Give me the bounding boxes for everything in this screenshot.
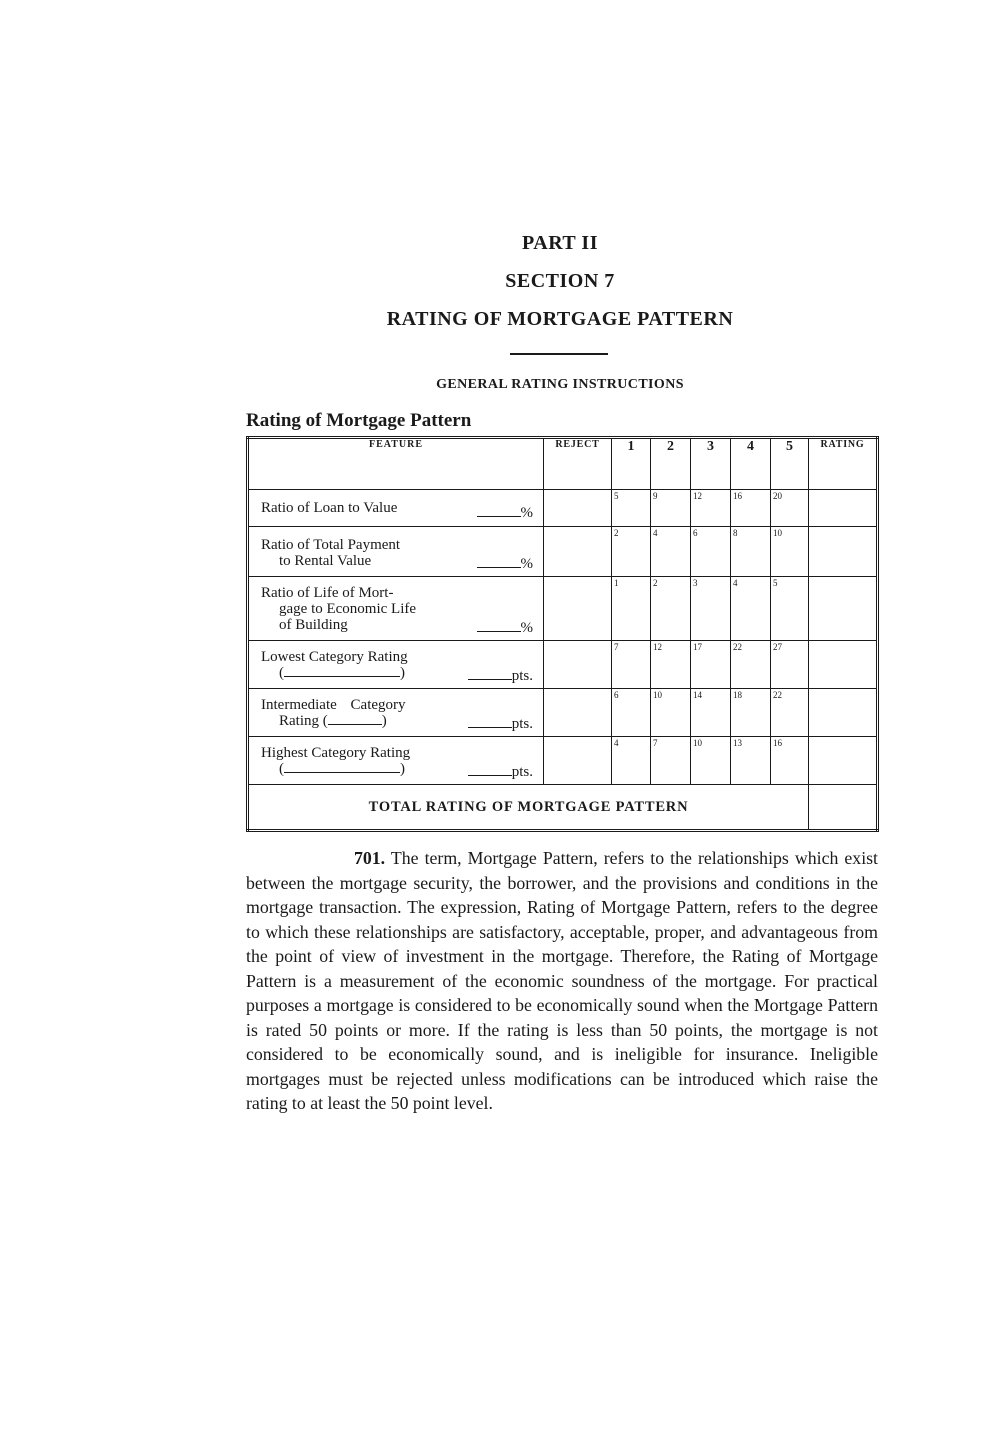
rating-cell[interactable] [809, 577, 878, 641]
value-blank[interactable] [477, 631, 521, 632]
total-rating-cell[interactable] [809, 785, 878, 831]
feature-line: gage to Economic Life [279, 601, 417, 617]
feature-line: of Building [279, 617, 348, 633]
points-blank[interactable] [468, 679, 512, 680]
feature-cell [248, 737, 544, 785]
score-cell[interactable]: 2 [612, 527, 651, 577]
body-paragraph [246, 846, 878, 1116]
score-cell[interactable]: 18 [731, 689, 771, 737]
rating-cell[interactable] [809, 527, 878, 577]
table-header-row [248, 438, 878, 490]
score-cell[interactable]: 10 [651, 689, 691, 737]
feature-line: Intermediate Category [261, 697, 406, 713]
general-instructions-heading: GENERAL RATING INSTRUCTIONS [436, 377, 684, 392]
section-heading: SECTION 7 [505, 270, 615, 292]
rating-cell[interactable] [809, 689, 878, 737]
score-cell[interactable]: 4 [731, 577, 771, 641]
paren-open: ( [279, 665, 284, 681]
reject-cell[interactable] [544, 490, 612, 527]
score-cell[interactable]: 16 [771, 737, 809, 785]
score-cell[interactable]: 1 [612, 577, 651, 641]
score-cell[interactable]: 5 [771, 577, 809, 641]
total-row [248, 785, 878, 831]
score-cell[interactable]: 3 [691, 577, 731, 641]
page-title: RATING OF MORTGAGE PATTERN [386, 308, 734, 330]
score-cell[interactable]: 22 [731, 641, 771, 689]
score-cell[interactable]: 16 [731, 490, 771, 527]
paren-open: ( [279, 761, 284, 777]
unit-label: pts. [511, 716, 533, 732]
feature-cell [248, 490, 544, 527]
score-cell[interactable]: 22 [771, 689, 809, 737]
header-5: 5 [771, 438, 809, 490]
total-label: TOTAL RATING OF MORTGAGE PATTERN [248, 785, 809, 831]
paren-close: ) [381, 713, 387, 729]
reject-cell[interactable] [544, 737, 612, 785]
rating-table [246, 436, 879, 832]
table-row [248, 737, 878, 785]
paren-close: ) [400, 665, 405, 681]
score-cell[interactable]: 27 [771, 641, 809, 689]
table-title: Rating of Mortgage Pattern [246, 410, 472, 431]
header-reject: REJECT [544, 438, 612, 490]
table-row [248, 689, 878, 737]
header-2: 2 [651, 438, 691, 490]
reject-cell[interactable] [544, 689, 612, 737]
unit-label: % [520, 620, 533, 636]
table-row [248, 577, 878, 641]
header-3: 3 [691, 438, 731, 490]
feature-line: Lowest Category Rating [261, 649, 408, 665]
score-cell[interactable]: 4 [612, 737, 651, 785]
unit-label: % [520, 505, 533, 521]
feature-line: Ratio of Total Payment [261, 537, 401, 553]
score-cell[interactable]: 10 [771, 527, 809, 577]
unit-label: pts. [511, 668, 533, 684]
score-cell[interactable]: 17 [691, 641, 731, 689]
value-blank[interactable] [477, 567, 521, 568]
score-cell[interactable]: 8 [731, 527, 771, 577]
table-row [248, 490, 878, 527]
value-blank[interactable] [477, 516, 521, 517]
score-cell[interactable]: 14 [691, 689, 731, 737]
reject-cell[interactable] [544, 527, 612, 577]
category-blank[interactable] [284, 676, 400, 677]
paragraph-number: 701. [354, 848, 386, 868]
rating-prefix: Rating ( [279, 713, 328, 729]
score-cell[interactable]: 6 [612, 689, 651, 737]
category-blank[interactable] [328, 724, 382, 725]
score-cell[interactable]: 4 [651, 527, 691, 577]
reject-cell[interactable] [544, 641, 612, 689]
header-feature: FEATURE [248, 438, 544, 490]
feature-line: Highest Category Rating [261, 745, 411, 761]
category-blank[interactable] [284, 772, 400, 773]
feature-cell [248, 641, 544, 689]
score-cell[interactable]: 5 [612, 490, 651, 527]
points-blank[interactable] [468, 727, 512, 728]
feature-line: Ratio of Life of Mort- [261, 585, 394, 601]
rating-cell[interactable] [809, 490, 878, 527]
unit-label: pts. [511, 764, 533, 780]
rating-cell[interactable] [809, 641, 878, 689]
feature-line: to Rental Value [279, 553, 372, 569]
reject-cell[interactable] [544, 577, 612, 641]
header-rating: RATING [809, 438, 878, 490]
feature-cell [248, 577, 544, 641]
score-cell[interactable]: 7 [612, 641, 651, 689]
header-4: 4 [731, 438, 771, 490]
points-blank[interactable] [468, 775, 512, 776]
score-cell[interactable]: 2 [651, 577, 691, 641]
score-cell[interactable]: 13 [731, 737, 771, 785]
score-cell[interactable]: 12 [651, 641, 691, 689]
header-1: 1 [612, 438, 651, 490]
paragraph-text: The term, Mortgage Pattern, refers to the relationships which exist between the mortgage security, the borrower, and the provisions and conditions in the mortgage transaction. The expression, Rating of Mortgage Pattern, refers to the degree to which these relationships are satisfactory, acceptable, proper, and advantageous from the point of view of investment in the mortgage. Therefore, the Rating of Mortgage Pattern is a measurement of the economic soundness of the mortgage. For practical purposes a mortgage is considered to be economically sound when the Mortgage Pattern is rated 50 points or more. If the rating is less than 50 points, the mortgage is not considered to be economically sound, and is ineligible for insurance. Ineligible mortgages must be rejected unless modifications can be introduced which raise the rating to at least the 50 point level. [246, 848, 878, 1113]
feature-line: Ratio of Loan to Value [261, 500, 398, 516]
score-cell[interactable]: 10 [691, 737, 731, 785]
score-cell[interactable]: 9 [651, 490, 691, 527]
score-cell[interactable]: 20 [771, 490, 809, 527]
rating-cell[interactable] [809, 737, 878, 785]
unit-label: % [520, 556, 533, 572]
part-heading: PART II [522, 232, 598, 254]
feature-cell [248, 527, 544, 577]
score-cell[interactable]: 7 [651, 737, 691, 785]
score-cell[interactable]: 12 [691, 490, 731, 527]
table-row [248, 527, 878, 577]
table-row [248, 641, 878, 689]
title-divider [510, 353, 608, 355]
score-cell[interactable]: 6 [691, 527, 731, 577]
feature-cell [248, 689, 544, 737]
paren-close: ) [400, 761, 405, 777]
